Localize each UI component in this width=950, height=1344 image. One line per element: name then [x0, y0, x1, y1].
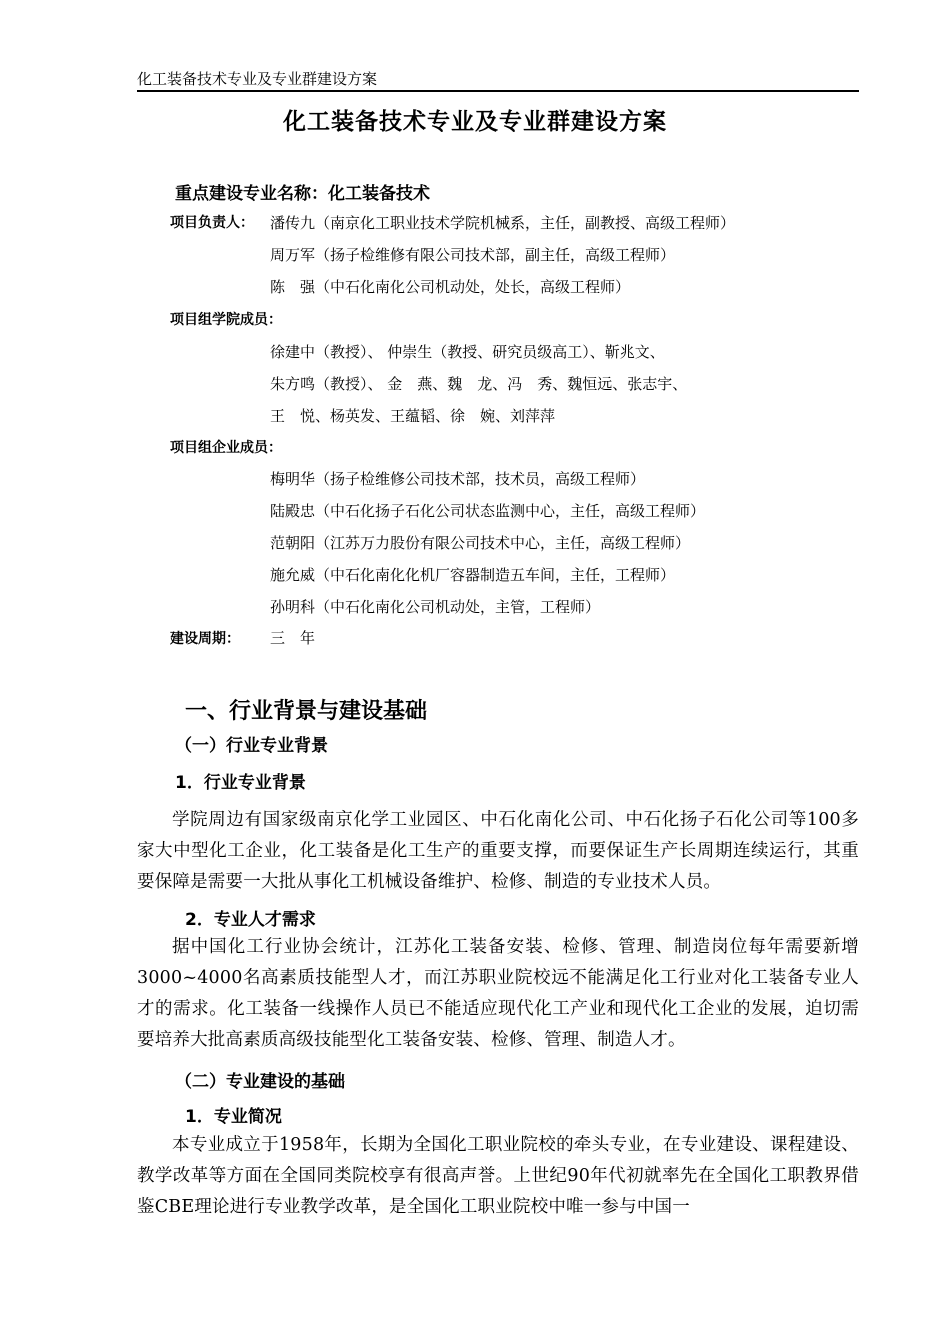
leader-item: 陈 强（中石化南化公司机动处，处长，高级工程师） — [270, 278, 631, 296]
period-value: 三 年 — [270, 629, 316, 647]
enterprise-member-item: 梅明华（扬子检维修公司技术部，技术员，高级工程师） — [270, 470, 646, 488]
paragraph: 学院周边有国家级南京化学工业园区、中石化南化公司、中石化扬子石化公司等100多家大中型化工企业，化工装备是化工生产的重要支撑，而要保证生产长周期连续运行，其重要保障是需要一大批从事化工机械设备维护、检修、制造的专业技术人员。 — [137, 810, 859, 892]
item-heading: 2．专业人才需求 — [185, 910, 316, 930]
college-members-line: 徐建中（教授）、 仲崇生（教授、研究员级高工）、靳兆文、 — [270, 343, 665, 361]
college-members-label: 项目组学院成员： — [170, 312, 282, 328]
enterprise-members-label: 项目组企业成员： — [170, 440, 282, 456]
running-header: 化工装备技术专业及专业群建设方案 — [137, 70, 859, 92]
subsection-heading: （一）行业专业背景 — [175, 736, 328, 756]
item-heading: 1．行业专业背景 — [175, 773, 306, 793]
section-heading: 一、行业背景与建设基础 — [185, 699, 428, 724]
paragraph: 本专业成立于1958年，长期为全国化工职业院校的牵头专业，在专业建设、课程建设、教学改革等方面在全国同类院校享有很高声誉。上世纪90年代初就率先在全国化工职教界借鉴CBE理论进行专业教学改革，是全国化工职业院校中唯一参与中国一 — [137, 1135, 859, 1217]
subsection-heading: （二）专业建设的基础 — [175, 1072, 345, 1092]
leader-item: 潘传九（南京化工职业技术学院机械系，主任，副教授、高级工程师） — [270, 214, 736, 232]
enterprise-member-item: 陆殿忠（中石化扬子石化公司状态监测中心，主任，高级工程师） — [270, 502, 706, 520]
paragraph: 据中国化工行业协会统计，江苏化工装备安装、检修、管理、制造岗位每年需要新增3000~4000名高素质技能型人才，而江苏职业院校远不能满足化工行业对化工装备专业人才的需求。化工装备一线操作人员已不能适应现代化工产业和现代化工企业的发展，迫切需要培养大批高素质高级技能型化工装备安装、检修、管理、制造人才。 — [137, 937, 859, 1050]
enterprise-member-item: 孙明科（中石化南化公司机动处，主管，工程师） — [270, 598, 601, 616]
leaders-label: 项目负责人： — [170, 215, 254, 231]
enterprise-member-item: 施允威（中石化南化化机厂容器制造五车间，主任，工程师） — [270, 566, 676, 584]
major-name: 重点建设专业名称：化工装备技术 — [175, 184, 430, 204]
college-members-line: 王 悦、杨英发、王蕴韬、徐 婉、刘萍萍 — [270, 407, 556, 425]
enterprise-member-item: 范朝阳（江苏万力股份有限公司技术中心，主任，高级工程师） — [270, 534, 691, 552]
item-heading: 1．专业简况 — [185, 1107, 282, 1127]
leader-item: 周万军（扬子检维修有限公司技术部，副主任，高级工程师） — [270, 246, 676, 264]
college-members-line: 朱方鸣（教授）、 金 燕、魏 龙、冯 秀、魏恒远、张志宇、 — [270, 375, 688, 393]
period-label: 建设周期： — [170, 631, 240, 647]
document-title: 化工装备技术专业及专业群建设方案 — [283, 109, 667, 135]
